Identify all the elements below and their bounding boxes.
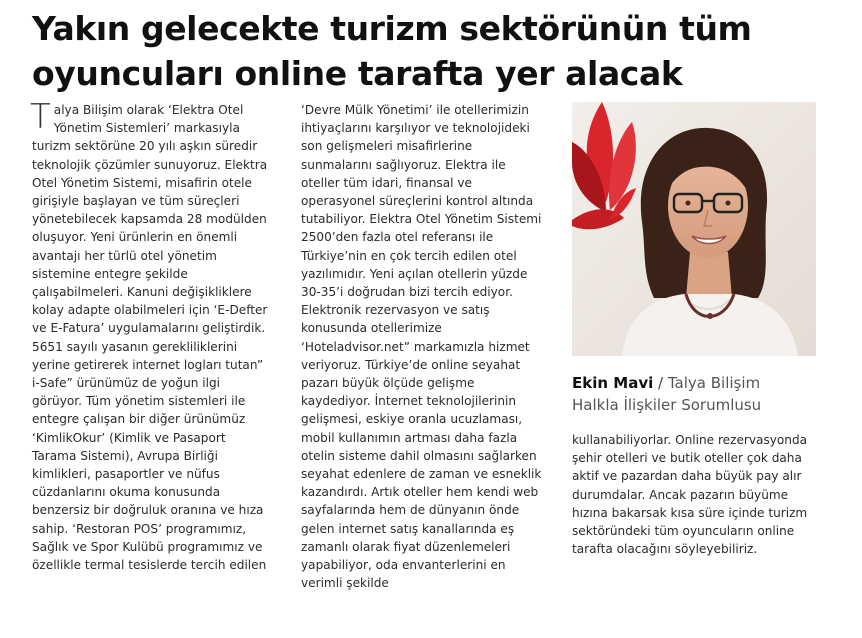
column-1-text: alya Bilişim olarak ‘Elektra Otel Yönetim Sistemleri’ markasıyla turizm sektörüne 20 yılı aşkın süredir teknolojik çözümler sunuyoruz. Elektra Otel Yönetim Sistemi, misafirin otele girişiyle başlayan ve tüm süreçleri yönetebilecek kapsamda 28 modülden oluşuyor. Yeni ürünlerin en önemli avantajı her türlü otel yönetim sistemine entegre şekilde çalışabilmeleri. Kanuni değişikliklere kolay adapte olabilmeleri için ‘E-Defter ve E-Fatura’ uygulamalarını geliştirdik. 5651 sayılı yasanın gerekliliklerini yerine getirerek internet logları tutan” i-Safe” ürünümüz de yoğun ilgi görüyor. Tüm yönetim sistemleri ile entegre çalışan bir diğer ürünümüz ‘KimlikOkur’ (Kimlik ve Pasaport Tarama Sistemi), Avrupa Birliği kimlikleri, pasaportler ve nüfus cüzdanlarını okuma konusunda benzersiz bir doğruluk oranına ve hıza sahip. ‘Restoran POS’ programımız, Sağlık ve Spor Kulübü programımız ve özellikle termal tesislerde tercih edilen [32, 103, 268, 573]
headline-line-1: Yakın gelecekte turizm sektörünün tüm [32, 9, 752, 48]
headline-line-2: oyuncuları online tarafta yer alacak [32, 54, 683, 93]
caption-role: Halkla İlişkiler Sorumlusu [572, 396, 762, 414]
drop-cap: T [30, 97, 51, 137]
article-column-1 [30, 97, 270, 574]
article-column-2 [301, 101, 547, 592]
caption-company: Talya Bilişim [667, 374, 761, 392]
column-3-text: kullanabiliyorlar. Online rezervasyonda şehir otelleri ve butik oteller çok daha aktif ve pazardan daha büyük pay alır durumdalar. Ancak pazarın büyüme hızına bakarsak kısa süre içinde turizm sektöründeki tüm oyuncuların online tarafta olacağını söyleyebiliriz. [572, 433, 808, 557]
caption-name: Ekin Mavi [572, 374, 654, 392]
photo-caption [572, 372, 832, 416]
article-column-3 [572, 431, 820, 558]
article-headline [32, 6, 842, 96]
caption-separator: / [658, 374, 664, 392]
caption-line-1 [572, 372, 832, 394]
portrait-photo [572, 102, 816, 356]
column-2-text: ‘Devre Mülk Yönetimi’ ile otellerimizin ihtiyaçlarını karşılıyor ve teknolojideki son gelişmeleri misafirlerine sunmalarını sağlıyoruz. Elektra ile oteller tüm idari, finansal ve operasyonel süreçlerini kontrol altında tutabiliyor. Elektra Otel Yönetim Sistemi 2500’den fazla otel referansı ile Türkiye’nin en çok tercih edilen otel yazılımıdır. Yeni açılan otellerin yüzde 30-35’i doğrudan bizi tercih ediyor. Elektronik rezervasyon ve satış konusunda otellerimize ‘Hoteladvisor.net” markamızla hizmet veriyoruz. Türkiye’de online seyahat pazarı büyük ölçüde gelişme kaydediyor. İnternet teknolojilerinin gelişmesi, eskiye oranla ucuzlaması, mobil kullanımın artması daha fazla otelin sisteme dahil olmasını sağlarken seyahat edenlere de zaman ve esneklik kazandırdı. Artık oteller hem kendi web sayfalarında hem de dünyanın önde gelen internet satış kanallarında eş zamanlı olarak fiyat düzenlemeleri yapabiliyor, oda envanterlerini en verimli şekilde [301, 103, 542, 591]
portrait-illustration [572, 102, 816, 356]
